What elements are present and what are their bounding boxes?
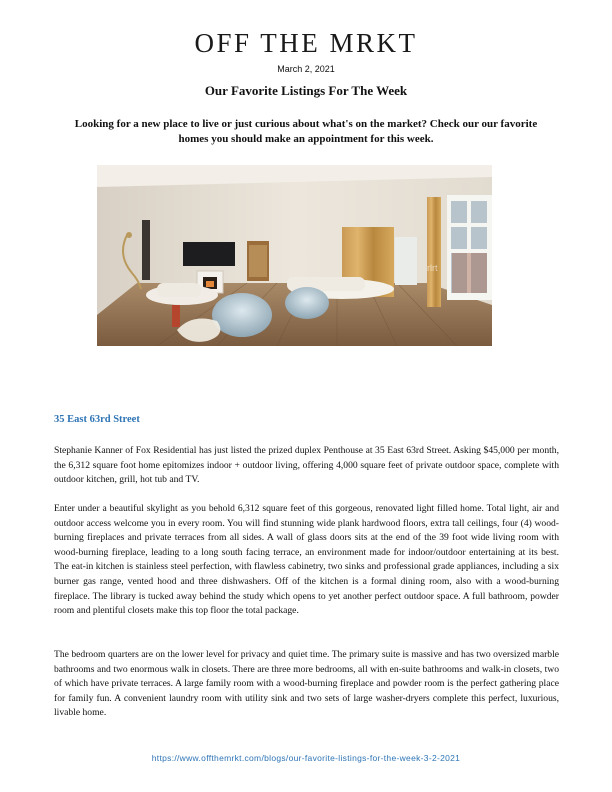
paragraph-bedroom-level: The bedroom quarters are on the lower level for privacy and quiet time. The primary suite is massive and has two oversized marble bathrooms and two enormous walk in closets. There are three more bedrooms, all with en-suite bathrooms and walk-in closets, two of which have private terraces. A large family room with a wood-burning fireplace and powder room is the perfect gathering place for family fun. A convenient laundry room with utility sink and two sets of large washer-dryers complete this perfect, luxurious, livable home. bbox=[54, 649, 559, 719]
publish-date: March 2, 2021 bbox=[277, 64, 335, 74]
living-room-photo bbox=[97, 165, 492, 346]
article-title: Our Favorite Listings For The Week bbox=[204, 83, 408, 98]
svg-text:rlrt: rlrt bbox=[427, 263, 438, 273]
paragraph-overview: Stephanie Kanner of Fox Residential has just listed the prized duplex Penthouse at 35 East 63rd Street. Asking $45,000 per month, the 6,312 square foot home epitomizes indoor + outdoor living, offering 4,000 square feet of private outdoor space, complete with outdoor kitchen, grill, hot tub and TV. bbox=[54, 445, 559, 486]
listing-heading: 35 East 63rd Street bbox=[54, 414, 140, 425]
article-intro: Looking for a new place to live or just curious about what's on the market? Check our our favorite homes you should make an appointment for this week. bbox=[74, 118, 538, 145]
brand-logo: OFF THE MRKT bbox=[194, 28, 418, 58]
footer-url-link[interactable]: https://www.offthemrkt.com/blogs/our-favorite-listings-for-the-week-3-2-2021 bbox=[151, 753, 461, 763]
paragraph-main-floor: Enter under a beautiful skylight as you behold 6,312 square feet of this gorgeous, renovated light filled home. Total light, air and outdoor access welcome you in every room. You will find stunning wide plank hardwood floors, extra tall ceilings, four (4) wood-burning fireplaces and private terraces from all sides. A wall of glass doors sits at the end of the 39 foot wide living room with wood-burning fireplace, leading to a long south facing terrace, an environment made for indoor/outdoor entertaining at its best. The eat-in kitchen is stainless steel perfection, with flawless cabinetry, two sinks and professional grade appliances, including a six burner gas range, vented hood and three dishwashers. Off of the kitchen is a formal dining room, also with a wood-burning fireplace. The library is tucked away behind the study which opens to yet another perfect outdoor space. A full bathroom, powder room and plentiful closets make this top floor the total package. bbox=[54, 503, 559, 617]
